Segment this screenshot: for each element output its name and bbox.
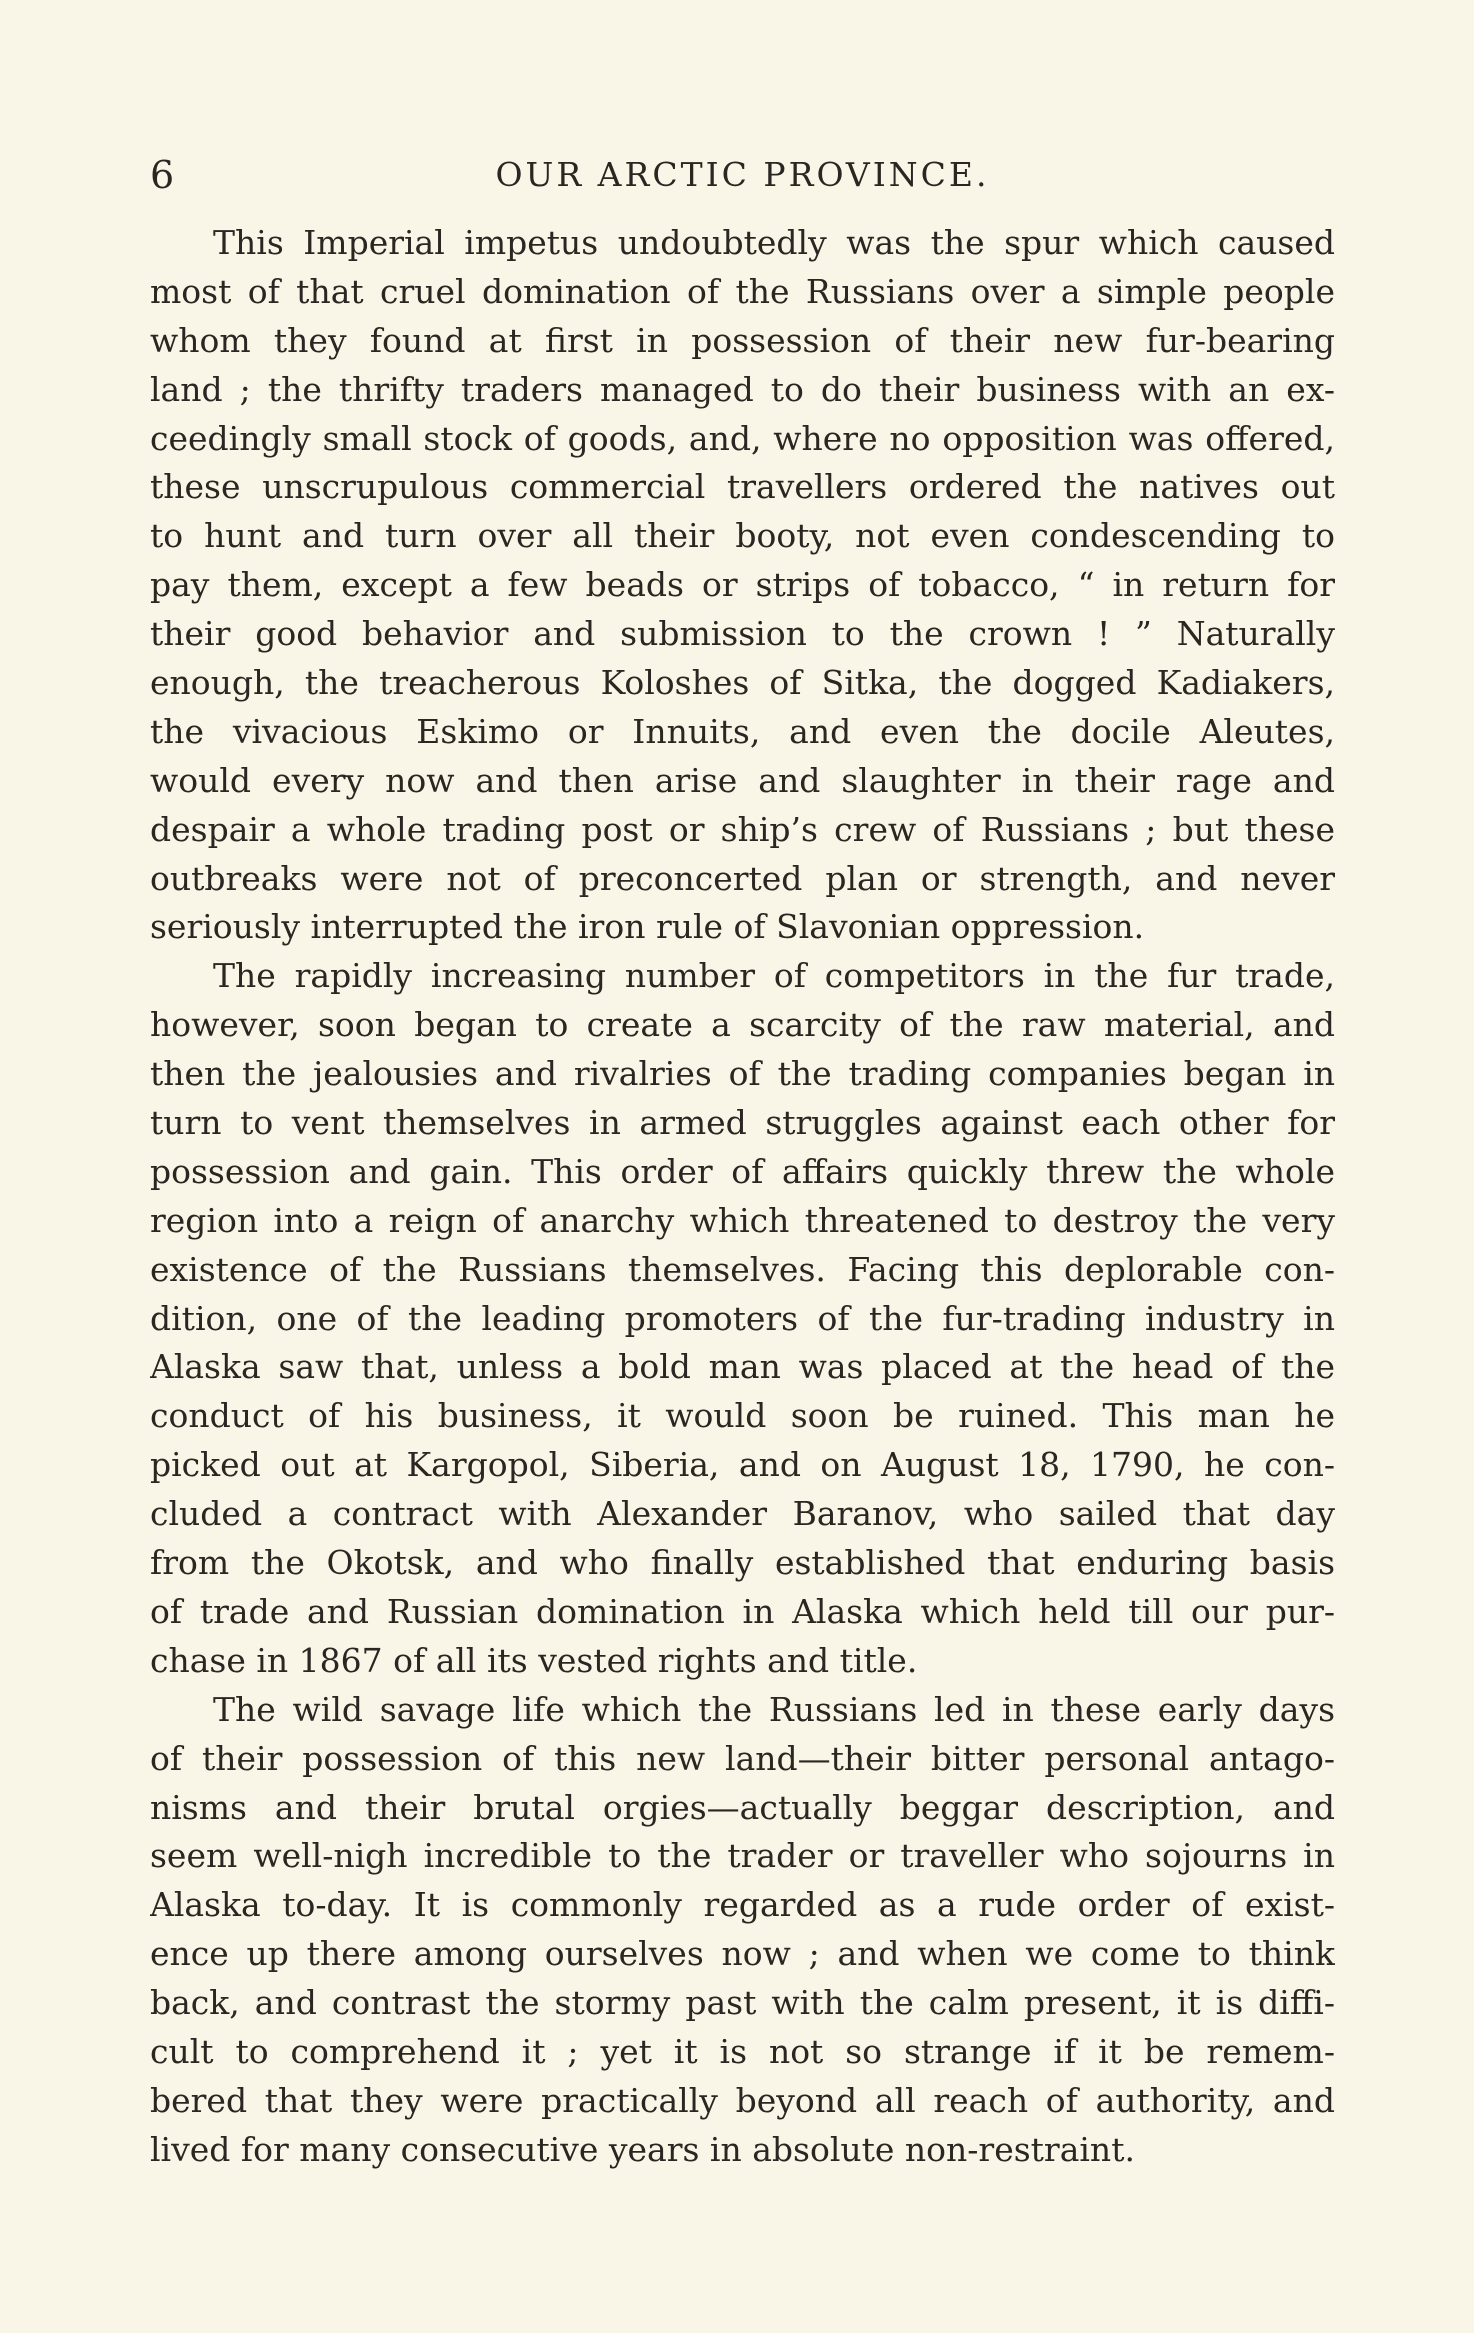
text-line: seriously interrupted the iron rule of Slavonian oppression. [150,907,1145,947]
text-line: outbreaks were not of preconcerted plan or strength, and never [150,858,1335,898]
text-line: existence of the Russians themselves. Facing this deplorable con- [150,1249,1335,1289]
paragraph [150,952,1335,1685]
text-line: nisms and their brutal orgies—actually beggar description, and [150,1787,1335,1827]
text-line: their good behavior and submission to the crown ! ” Naturally [150,614,1335,654]
text-line: Alaska saw that, unless a bold man was placed at the head of the [150,1347,1335,1387]
text-line: possession and gain. This order of affairs quickly threw the whole [150,1151,1335,1191]
text-line: most of that cruel domination of the Russians over a simple people [150,271,1335,311]
text-line: would every now and then arise and slaughter in their rage and [150,760,1335,800]
text-line: these unscrupulous commercial travellers ordered the natives out [150,467,1335,507]
text-line: picked out at Kargopol, Siberia, and on August 18, 1790, he con- [150,1445,1335,1485]
text-line: This Imperial impetus undoubtedly was the spur which caused [213,223,1335,262]
text-line: from the Okotsk, and who finally established that enduring basis [150,1543,1335,1583]
text-line: enough, the treacherous Koloshes of Sitka, the dogged Kadiakers, [150,663,1335,703]
text-line: cluded a contract with Alexander Baranov, who sailed that day [150,1494,1335,1534]
book-title: OUR ARCTIC PROVINCE. [495,155,990,194]
text-line: however, soon began to create a scarcity of the raw material, and [150,1005,1335,1045]
text-line: The rapidly increasing number of competitors in the fur trade, [213,956,1335,996]
text-line: chase in 1867 of all its vested rights and title. [150,1640,918,1680]
text-line: then the jealousies and rivalries of the trading companies began in [150,1054,1335,1094]
text-line: land ; the thrifty traders managed to do their business with an ex- [150,369,1335,409]
paragraph [150,219,1335,952]
text-line: bered that they were practically beyond all reach of authority, and [150,2080,1335,2120]
text-line: seem well-nigh incredible to the trader or traveller who sojourns in [150,1836,1335,1876]
text-line: ence up there among ourselves now ; and when we come to think [150,1934,1335,1974]
text-line: despair a whole trading post or ship’s crew of Russians ; but these [150,809,1335,849]
text-line: Alaska to-day. It is commonly regarded as a rude order of exist- [150,1885,1335,1925]
text-line: lived for many consecutive years in absolute non-restraint. [150,2129,1135,2169]
text-line: cult to comprehend it ; yet it is not so strange if it be remem- [150,2031,1335,2071]
text-line: dition, one of the leading promoters of the fur-trading industry in [150,1298,1335,1338]
page-number: 6 [150,153,175,197]
text-line: The wild savage life which the Russians led in these early days [213,1689,1335,1729]
body-text [150,219,1335,2175]
text-line: whom they found at first in possession of their new fur-bearing [150,320,1335,360]
text-line: back, and contrast the stormy past with the calm present, it is diffi- [150,1983,1335,2023]
paragraph [150,1686,1335,2175]
text-line: region into a reign of anarchy which threatened to destroy the very [150,1200,1335,1240]
running-head [150,150,1335,200]
text-line: the vivacious Eskimo or Innuits, and even the docile Aleutes, [150,711,1335,751]
text-line: conduct of his business, it would soon be ruined. This man he [150,1396,1335,1436]
text-line: pay them, except a few beads or strips of tobacco, “ in return for [150,565,1335,605]
text-line: ceedingly small stock of goods, and, where no opposition was offered, [150,418,1335,458]
text-line: turn to vent themselves in armed struggles against each other for [150,1103,1335,1143]
text-line: of trade and Russian domination in Alaska which held till our pur- [150,1591,1335,1631]
text-line: to hunt and turn over all their booty, not even condescending to [150,516,1335,556]
text-line: of their possession of this new land—their bitter personal antago- [150,1738,1335,1778]
